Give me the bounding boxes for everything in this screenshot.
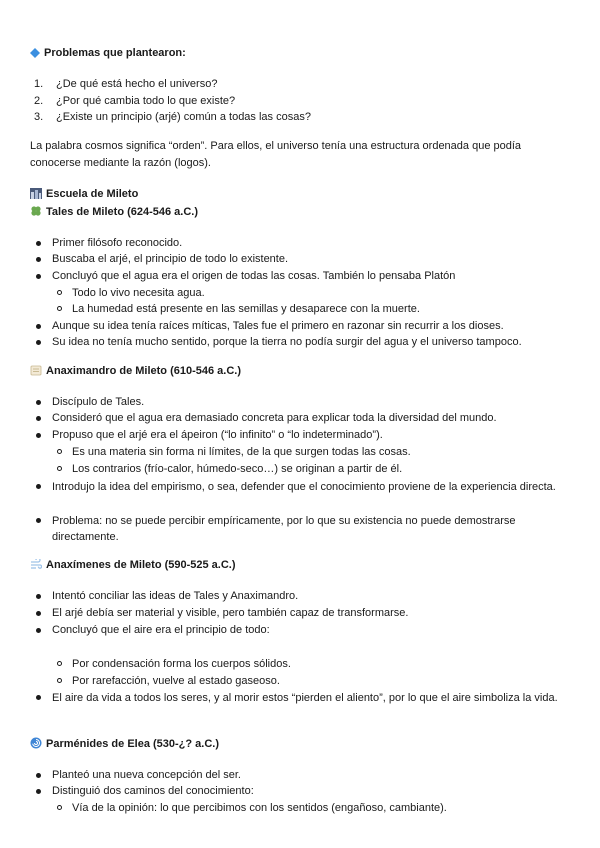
cityscape-icon [30, 188, 42, 199]
list-number: 1. [34, 78, 44, 90]
bullet [36, 340, 41, 345]
bullet [36, 594, 41, 599]
sub-bullet [57, 661, 62, 666]
bullet [36, 433, 41, 438]
parmenides-heading-line [30, 737, 219, 751]
list-item-text: Vía de la opinión: lo que percibimos con los sentidos (engañoso, cambiante). [72, 802, 447, 814]
list-item-text: ¿Por qué cambia todo lo que existe? [56, 95, 236, 107]
list-item-text: Todo lo vivo necesita agua. [72, 287, 205, 299]
tales-heading-line [30, 205, 198, 219]
bullet [36, 628, 41, 633]
bullet [36, 257, 41, 262]
anaximandro-heading: Anaximandro de Mileto (610-546 a.C.) [46, 365, 241, 377]
bullet [36, 611, 41, 616]
list-item-text: Por rarefacción, vuelve al estado gaseoso. [72, 675, 280, 687]
sub-bullet [57, 290, 62, 295]
list-number: 3. [34, 111, 44, 123]
sub-bullet [57, 306, 62, 311]
list-item-text: ¿Existe un principio (arjé) común a todas las cosas? [56, 111, 311, 123]
cyclone-icon [30, 737, 42, 749]
bullet [36, 518, 41, 523]
small-blue-diamond-icon [30, 48, 40, 58]
list-item-text: Los contrarios (frío-calor, húmedo-seco…) se originan a partir de él. [72, 463, 403, 475]
tales-heading: Tales de Mileto (624-546 a.C.) [46, 206, 199, 218]
list-item-text: Concluyó que el agua era el origen de todas las cosas. También lo pensaba Platón [52, 270, 456, 282]
bullet [36, 773, 41, 778]
bullet [36, 274, 41, 279]
anaximenes-heading: Anaxímenes de Mileto (590-525 a.C.) [46, 559, 236, 571]
list-item-text: La humedad está presente en las semillas y desaparece con la muerte. [72, 303, 420, 315]
list-item-text: Introdujo la idea del empirismo, o sea, defender que el conocimiento proviene de la experiencia directa. [52, 481, 556, 493]
list-item-text: Primer filósofo reconocido. [52, 237, 183, 249]
sub-bullet [57, 466, 62, 471]
four-leaf-clover-icon [30, 205, 42, 217]
list-item-text: Aunque su idea tenía raíces míticas, Tales fue el primero en razonar sin recurrir a los dioses. [52, 320, 504, 332]
list-item-text: Por condensación forma los cuerpos sólidos. [72, 658, 291, 670]
list-item-text: Consideró que el agua era demasiado concreta para explicar toda la diversidad del mundo. [52, 412, 497, 424]
anaximandro-heading-line [30, 364, 241, 378]
list-item-text: El aire da vida a todos los seres, y al morir estos “pierden el aliento”, por lo que el aire simboliza la vida. [52, 692, 558, 704]
list-item-text: El arjé debía ser material y visible, pero también capaz de transformarse. [52, 607, 409, 619]
list-item-text: Problema: no se puede percibir empíricamente, por lo que su existencia no puede demostrarse directamente. [52, 515, 516, 543]
list-item-text: Distinguió dos caminos del conocimiento: [52, 785, 254, 797]
sub-bullet [57, 678, 62, 683]
cosmos-paragraph: La palabra cosmos significa “orden”. Para ellos, el universo tenía una estructura ordenada que podía conocerse mediante la razón (logos). [30, 140, 522, 169]
list-item-text: Intentó conciliar las ideas de Tales y Anaximandro. [52, 590, 299, 602]
list-number: 2. [34, 95, 44, 107]
school-heading: Escuela de Mileto [46, 188, 139, 200]
bullet [36, 324, 41, 329]
list-item-text: Discípulo de Tales. [52, 396, 145, 408]
bullet [36, 695, 41, 700]
problems-heading: Problemas que plantearon: [44, 47, 186, 59]
list-item-text: Propuso que el arjé era el ápeiron (“lo infinito” o “lo indeterminado”). [52, 429, 383, 441]
sub-bullet [57, 449, 62, 454]
wind-icon [30, 559, 42, 570]
problems-heading-line [30, 46, 186, 60]
bullet [36, 416, 41, 421]
list-item-text: Planteó una nueva concepción del ser. [52, 769, 241, 781]
list-item-text: Concluyó que el aire era el principio de todo: [52, 624, 270, 636]
parmenides-heading: Parménides de Elea (530-¿? a.C.) [46, 738, 220, 750]
list-item-text: Su idea no tenía mucho sentido, porque la tierra no podía surgir del agua y el universo tampoco. [52, 336, 522, 348]
list-item-text: Es una materia sin forma ni límites, de la que surgen todas las cosas. [72, 446, 411, 458]
bullet [36, 484, 41, 489]
scroll-icon [30, 365, 42, 376]
bullet [36, 789, 41, 794]
sub-bullet [57, 805, 62, 810]
bullet [36, 400, 41, 405]
list-item-text: ¿De qué está hecho el universo? [56, 78, 218, 90]
list-item-text: Buscaba el arjé, el principio de todo lo existente. [52, 253, 289, 265]
bullet [36, 241, 41, 246]
school-heading-line [30, 187, 138, 201]
anaximenes-heading-line [30, 558, 236, 572]
